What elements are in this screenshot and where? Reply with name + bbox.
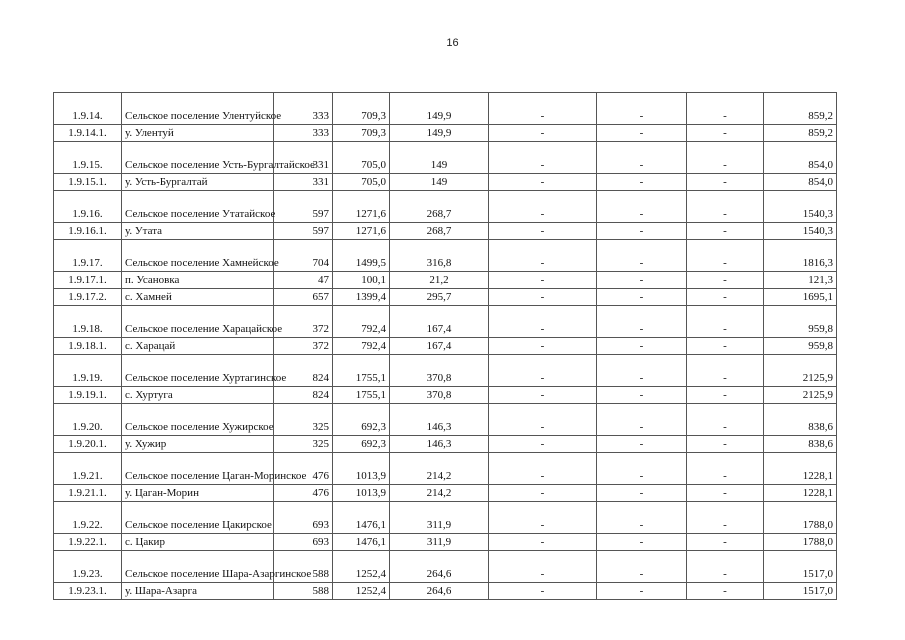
row-number: 1.9.23.1.	[54, 583, 122, 600]
total-cell: 959,8	[764, 338, 837, 355]
row-number: 1.9.18.1.	[54, 338, 122, 355]
value-a-cell: 1252,4	[333, 551, 390, 583]
empty-value-cell: -	[687, 191, 764, 223]
population-cell: 657	[274, 289, 333, 306]
table-row-locality	[54, 272, 837, 289]
empty-value-cell: -	[687, 223, 764, 240]
population-cell: 372	[274, 306, 333, 338]
empty-value-cell: -	[489, 436, 597, 453]
population-cell: 476	[274, 485, 333, 502]
table-row-locality	[54, 387, 837, 404]
empty-value-cell: -	[597, 142, 687, 174]
empty-value-cell: -	[687, 387, 764, 404]
empty-value-cell: -	[489, 453, 597, 485]
table-row-locality	[54, 174, 837, 191]
row-number: 1.9.16.1.	[54, 223, 122, 240]
value-b-cell: 311,9	[390, 534, 489, 551]
value-a-cell: 692,3	[333, 436, 390, 453]
settlement-name: с. Хамней	[122, 289, 274, 306]
population-cell: 588	[274, 551, 333, 583]
total-cell: 2125,9	[764, 355, 837, 387]
population-cell: 325	[274, 436, 333, 453]
row-number: 1.9.23.	[54, 551, 122, 583]
value-b-cell: 268,7	[390, 223, 489, 240]
row-number: 1.9.17.	[54, 240, 122, 272]
empty-value-cell: -	[597, 404, 687, 436]
table-row-locality	[54, 534, 837, 551]
empty-value-cell: -	[489, 142, 597, 174]
value-b-cell: 149	[390, 142, 489, 174]
empty-value-cell: -	[687, 534, 764, 551]
empty-value-cell: -	[489, 551, 597, 583]
value-a-cell: 1755,1	[333, 355, 390, 387]
row-number: 1.9.18.	[54, 306, 122, 338]
empty-value-cell: -	[489, 272, 597, 289]
settlement-name: Сельское поселение Цаган-Моринское	[122, 453, 274, 485]
value-a-cell: 705,0	[333, 142, 390, 174]
value-a-cell: 1499,5	[333, 240, 390, 272]
empty-value-cell: -	[687, 289, 764, 306]
value-b-cell: 264,6	[390, 583, 489, 600]
value-a-cell: 1013,9	[333, 485, 390, 502]
row-number: 1.9.21.	[54, 453, 122, 485]
empty-value-cell: -	[489, 125, 597, 142]
total-cell: 838,6	[764, 436, 837, 453]
population-cell: 597	[274, 223, 333, 240]
value-b-cell: 370,8	[390, 387, 489, 404]
value-a-cell: 1399,4	[333, 289, 390, 306]
empty-value-cell: -	[597, 485, 687, 502]
value-a-cell: 792,4	[333, 338, 390, 355]
value-b-cell: 146,3	[390, 436, 489, 453]
settlement-name: с. Харацай	[122, 338, 274, 355]
empty-value-cell: -	[687, 404, 764, 436]
value-b-cell: 316,8	[390, 240, 489, 272]
empty-value-cell: -	[597, 174, 687, 191]
table-row-settlement	[54, 306, 837, 338]
value-b-cell: 214,2	[390, 453, 489, 485]
settlement-name: Сельское поселение Улентуйское	[122, 93, 274, 125]
empty-value-cell: -	[597, 502, 687, 534]
empty-value-cell: -	[489, 485, 597, 502]
total-cell: 1517,0	[764, 551, 837, 583]
page-number: 16	[446, 37, 459, 49]
empty-value-cell: -	[687, 174, 764, 191]
empty-value-cell: -	[489, 355, 597, 387]
row-number: 1.9.14.1.	[54, 125, 122, 142]
table-row-locality	[54, 485, 837, 502]
settlement-name: у. Цаган-Морин	[122, 485, 274, 502]
table-row-settlement	[54, 551, 837, 583]
total-cell: 854,0	[764, 142, 837, 174]
population-cell: 704	[274, 240, 333, 272]
total-cell: 2125,9	[764, 387, 837, 404]
row-number: 1.9.19.	[54, 355, 122, 387]
total-cell: 1228,1	[764, 453, 837, 485]
population-cell: 476	[274, 453, 333, 485]
empty-value-cell: -	[489, 404, 597, 436]
value-a-cell: 1476,1	[333, 534, 390, 551]
empty-value-cell: -	[597, 436, 687, 453]
empty-value-cell: -	[687, 93, 764, 125]
population-cell: 824	[274, 355, 333, 387]
table-row-settlement	[54, 191, 837, 223]
population-cell: 333	[274, 125, 333, 142]
value-b-cell: 295,7	[390, 289, 489, 306]
value-a-cell: 705,0	[333, 174, 390, 191]
row-number: 1.9.14.	[54, 93, 122, 125]
table-row-settlement	[54, 404, 837, 436]
empty-value-cell: -	[687, 272, 764, 289]
empty-value-cell: -	[597, 223, 687, 240]
population-cell: 331	[274, 174, 333, 191]
population-cell: 333	[274, 93, 333, 125]
empty-value-cell: -	[597, 306, 687, 338]
total-cell: 838,6	[764, 404, 837, 436]
empty-value-cell: -	[687, 453, 764, 485]
empty-value-cell: -	[489, 502, 597, 534]
population-cell: 597	[274, 191, 333, 223]
empty-value-cell: -	[687, 551, 764, 583]
empty-value-cell: -	[687, 583, 764, 600]
total-cell: 959,8	[764, 306, 837, 338]
empty-value-cell: -	[687, 125, 764, 142]
table-row-settlement	[54, 355, 837, 387]
table-row-locality	[54, 223, 837, 240]
value-a-cell: 1755,1	[333, 387, 390, 404]
settlement-name: у. Усть-Бургалтай	[122, 174, 274, 191]
settlement-name: Сельское поселение Цакирское	[122, 502, 274, 534]
value-b-cell: 214,2	[390, 485, 489, 502]
total-cell: 1695,1	[764, 289, 837, 306]
table-row-locality	[54, 125, 837, 142]
row-number: 1.9.15.	[54, 142, 122, 174]
empty-value-cell: -	[687, 240, 764, 272]
empty-value-cell: -	[597, 583, 687, 600]
population-cell: 824	[274, 387, 333, 404]
total-cell: 1540,3	[764, 191, 837, 223]
table-row-locality	[54, 436, 837, 453]
empty-value-cell: -	[489, 174, 597, 191]
empty-value-cell: -	[597, 355, 687, 387]
value-b-cell: 268,7	[390, 191, 489, 223]
empty-value-cell: -	[597, 551, 687, 583]
total-cell: 121,3	[764, 272, 837, 289]
settlement-name: у. Утата	[122, 223, 274, 240]
empty-value-cell: -	[489, 93, 597, 125]
empty-value-cell: -	[597, 240, 687, 272]
empty-value-cell: -	[687, 355, 764, 387]
population-cell: 331	[274, 142, 333, 174]
settlement-name: с. Цакир	[122, 534, 274, 551]
population-cell: 693	[274, 534, 333, 551]
empty-value-cell: -	[489, 289, 597, 306]
population-cell: 588	[274, 583, 333, 600]
value-a-cell: 692,3	[333, 404, 390, 436]
empty-value-cell: -	[687, 436, 764, 453]
value-a-cell: 709,3	[333, 93, 390, 125]
total-cell: 859,2	[764, 125, 837, 142]
row-number: 1.9.16.	[54, 191, 122, 223]
value-a-cell: 1271,6	[333, 191, 390, 223]
row-number: 1.9.20.1.	[54, 436, 122, 453]
table-body	[54, 93, 837, 600]
table-row-locality	[54, 289, 837, 306]
settlement-name: Сельское поселение Шара-Азаргинское	[122, 551, 274, 583]
total-cell: 1228,1	[764, 485, 837, 502]
population-cell: 325	[274, 404, 333, 436]
table-row-settlement	[54, 142, 837, 174]
value-a-cell: 1476,1	[333, 502, 390, 534]
settlement-name: Сельское поселение Хамнейское	[122, 240, 274, 272]
empty-value-cell: -	[597, 453, 687, 485]
value-b-cell: 264,6	[390, 551, 489, 583]
value-a-cell: 792,4	[333, 306, 390, 338]
empty-value-cell: -	[489, 338, 597, 355]
row-number: 1.9.17.2.	[54, 289, 122, 306]
settlement-name: Сельское поселение Хужирское	[122, 404, 274, 436]
row-number: 1.9.21.1.	[54, 485, 122, 502]
row-number: 1.9.19.1.	[54, 387, 122, 404]
empty-value-cell: -	[489, 534, 597, 551]
empty-value-cell: -	[597, 272, 687, 289]
total-cell: 1517,0	[764, 583, 837, 600]
table-row-settlement	[54, 240, 837, 272]
empty-value-cell: -	[597, 93, 687, 125]
empty-value-cell: -	[597, 289, 687, 306]
settlement-name: с. Хуртуга	[122, 387, 274, 404]
total-cell: 859,2	[764, 93, 837, 125]
table-row-settlement	[54, 502, 837, 534]
empty-value-cell: -	[597, 191, 687, 223]
row-number: 1.9.17.1.	[54, 272, 122, 289]
total-cell: 1788,0	[764, 534, 837, 551]
table-row-locality	[54, 583, 837, 600]
value-a-cell: 100,1	[333, 272, 390, 289]
empty-value-cell: -	[489, 306, 597, 338]
empty-value-cell: -	[687, 142, 764, 174]
empty-value-cell: -	[687, 485, 764, 502]
settlement-table	[53, 92, 837, 600]
population-cell: 693	[274, 502, 333, 534]
total-cell: 854,0	[764, 174, 837, 191]
value-a-cell: 709,3	[333, 125, 390, 142]
row-number: 1.9.15.1.	[54, 174, 122, 191]
settlement-name: Сельское поселение Хуртагинское	[122, 355, 274, 387]
settlement-name: у. Шара-Азарга	[122, 583, 274, 600]
value-a-cell: 1013,9	[333, 453, 390, 485]
empty-value-cell: -	[597, 125, 687, 142]
empty-value-cell: -	[489, 387, 597, 404]
settlement-name: п. Усановка	[122, 272, 274, 289]
value-b-cell: 370,8	[390, 355, 489, 387]
empty-value-cell: -	[687, 502, 764, 534]
value-b-cell: 149	[390, 174, 489, 191]
empty-value-cell: -	[597, 387, 687, 404]
value-a-cell: 1271,6	[333, 223, 390, 240]
empty-value-cell: -	[489, 223, 597, 240]
table-row-locality	[54, 338, 837, 355]
row-number: 1.9.20.	[54, 404, 122, 436]
value-a-cell: 1252,4	[333, 583, 390, 600]
row-number: 1.9.22.	[54, 502, 122, 534]
empty-value-cell: -	[489, 583, 597, 600]
table-row-settlement	[54, 453, 837, 485]
population-cell: 372	[274, 338, 333, 355]
table-row-settlement	[54, 93, 837, 125]
total-cell: 1540,3	[764, 223, 837, 240]
value-b-cell: 167,4	[390, 338, 489, 355]
row-number: 1.9.22.1.	[54, 534, 122, 551]
empty-value-cell: -	[687, 338, 764, 355]
settlement-name: Сельское поселение Усть-Бургалтайское	[122, 142, 274, 174]
total-cell: 1816,3	[764, 240, 837, 272]
value-b-cell: 311,9	[390, 502, 489, 534]
empty-value-cell: -	[687, 306, 764, 338]
total-cell: 1788,0	[764, 502, 837, 534]
settlement-name: Сельское поселение Утатайское	[122, 191, 274, 223]
empty-value-cell: -	[489, 240, 597, 272]
value-b-cell: 149,9	[390, 93, 489, 125]
settlement-name: у. Улентуй	[122, 125, 274, 142]
value-b-cell: 21,2	[390, 272, 489, 289]
value-b-cell: 146,3	[390, 404, 489, 436]
population-cell: 47	[274, 272, 333, 289]
value-b-cell: 167,4	[390, 306, 489, 338]
settlement-name: Сельское поселение Харацайское	[122, 306, 274, 338]
empty-value-cell: -	[489, 191, 597, 223]
empty-value-cell: -	[597, 534, 687, 551]
empty-value-cell: -	[597, 338, 687, 355]
value-b-cell: 149,9	[390, 125, 489, 142]
settlement-name: у. Хужир	[122, 436, 274, 453]
